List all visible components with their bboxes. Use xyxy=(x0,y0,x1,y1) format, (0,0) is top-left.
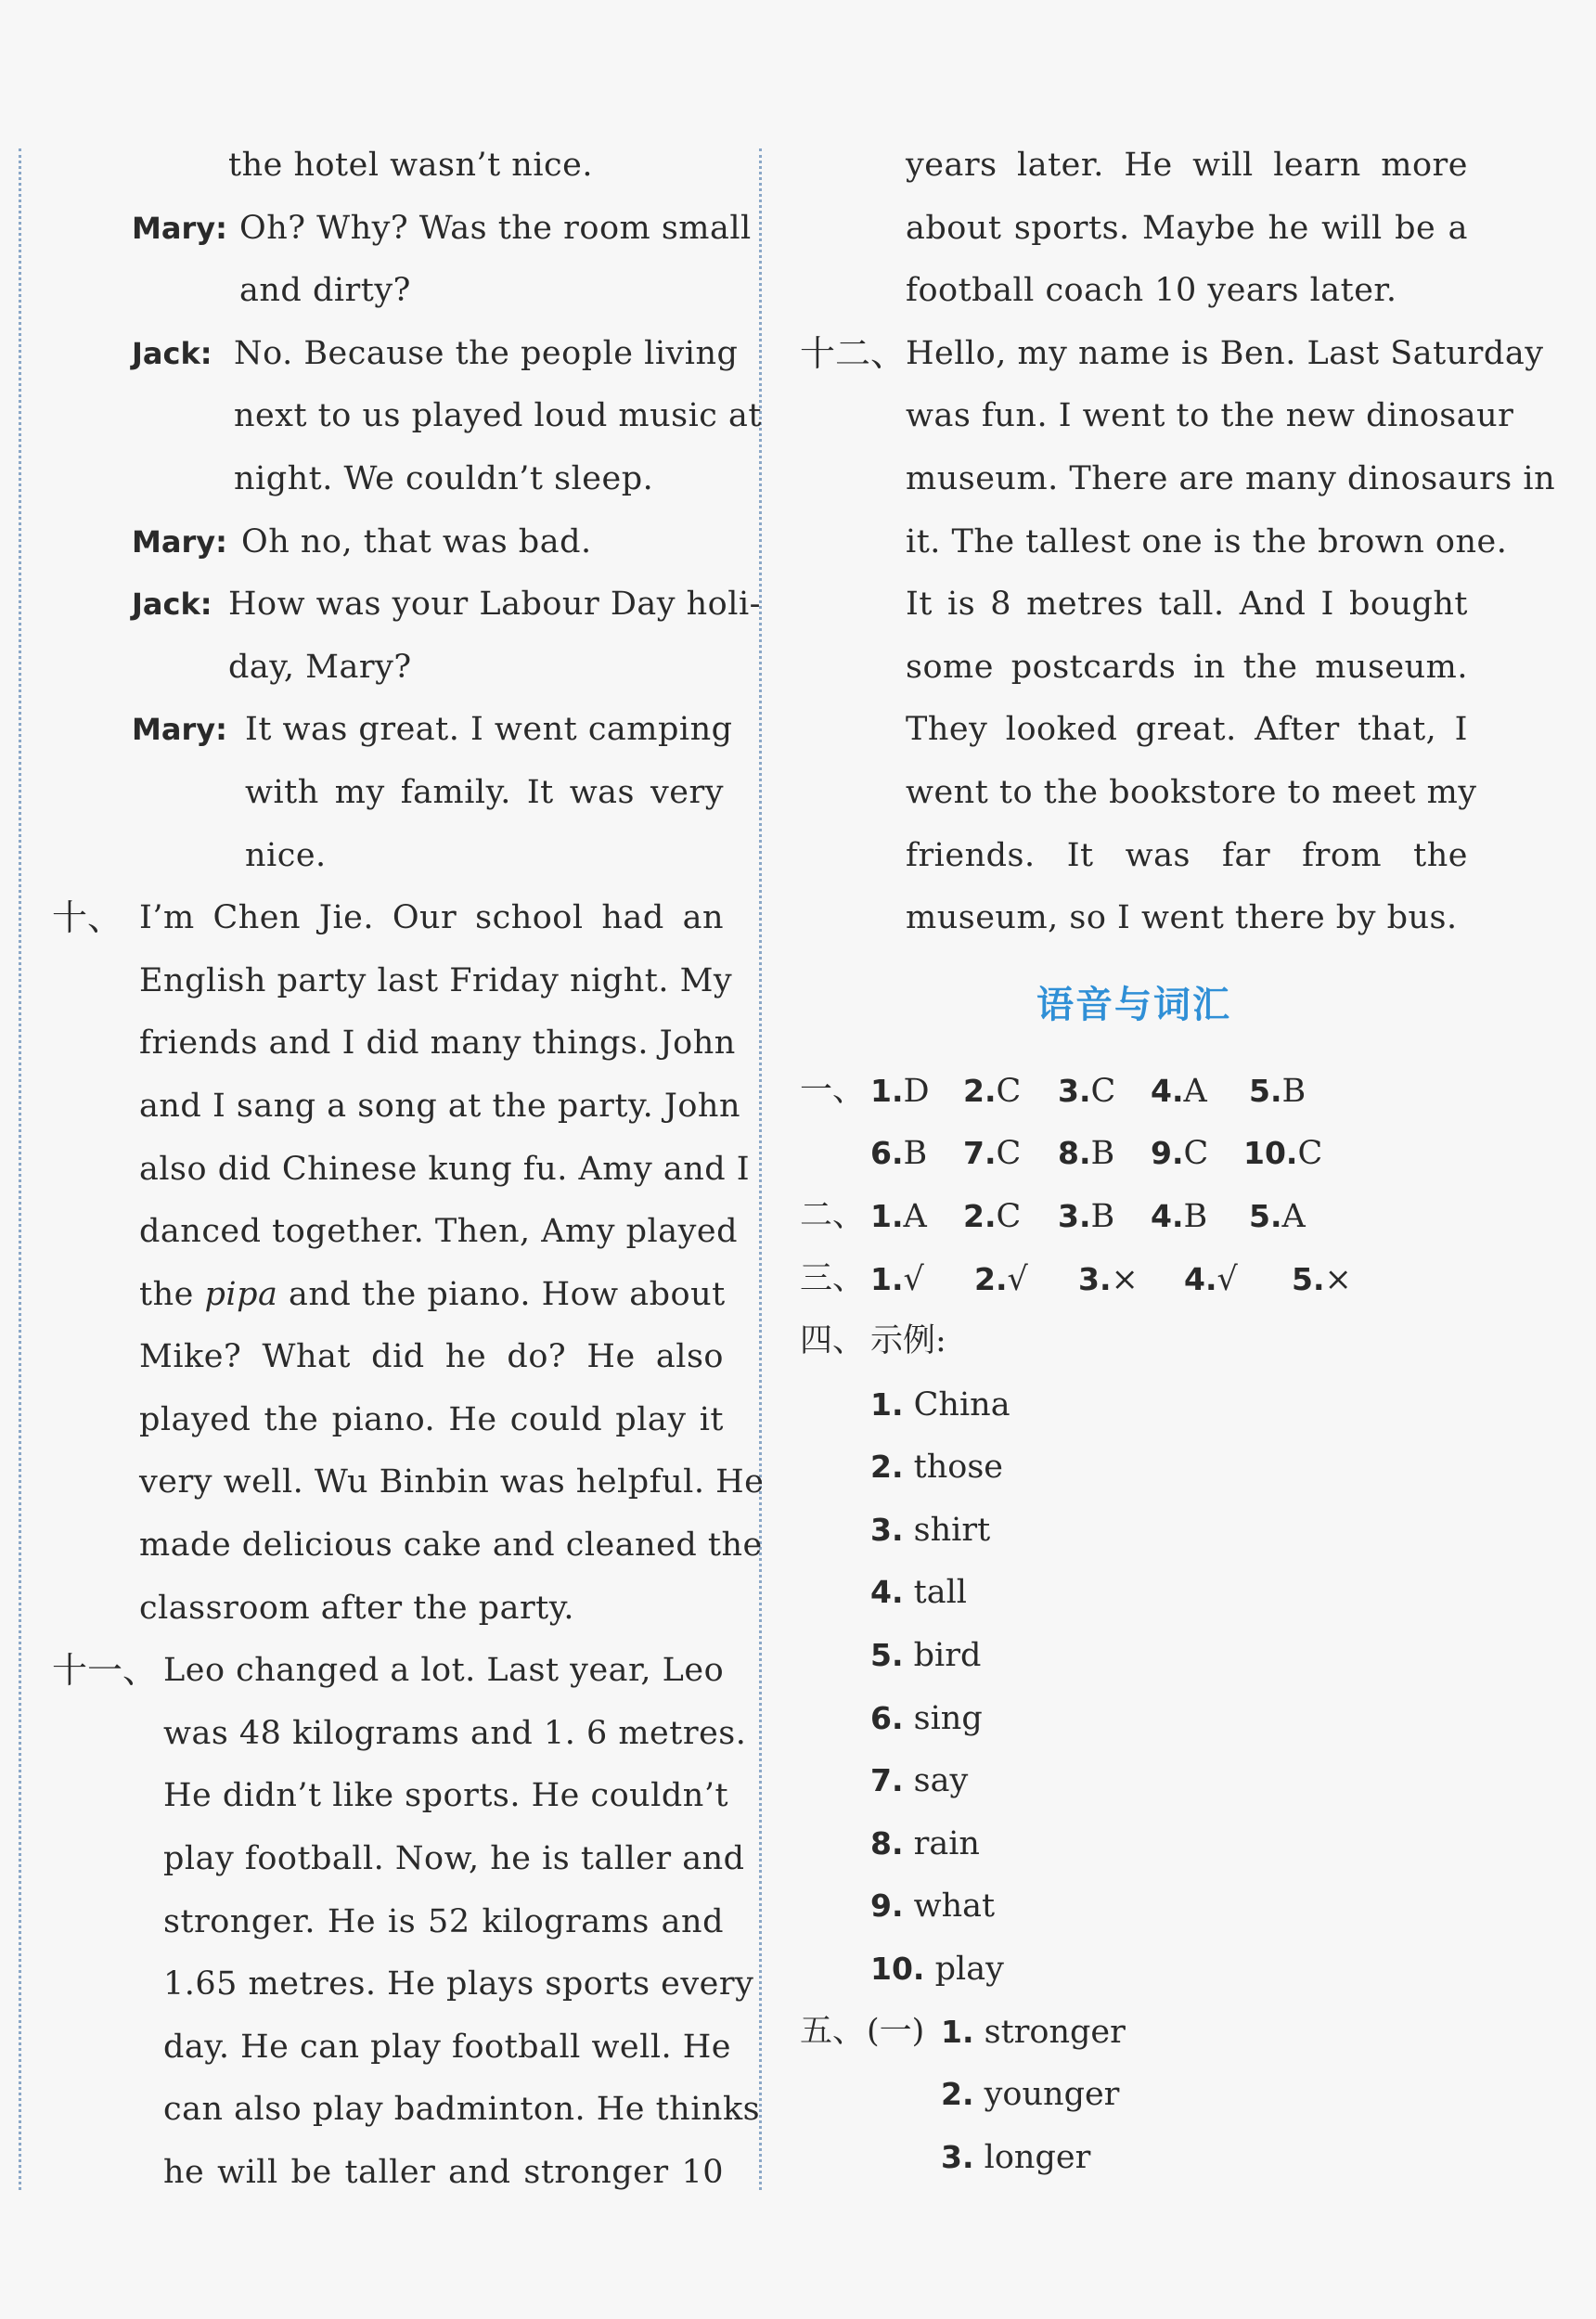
passage-line: Hello, my name is Ben. Last Saturday xyxy=(906,334,1544,372)
dialogue-line: How was your Labour Day holi- xyxy=(228,586,761,624)
answer-item xyxy=(963,1185,1021,1249)
answer-item xyxy=(870,1749,968,1813)
passage-line: made delicious cake and cleaned the xyxy=(139,1527,763,1565)
speaker: Jack: xyxy=(132,586,212,623)
item-answer: B xyxy=(1281,1072,1306,1110)
passage-line: English party last Friday night. My xyxy=(139,961,733,999)
passage-line: very well. Wu Binbin was helpful. He xyxy=(139,1463,765,1501)
answer-row xyxy=(800,1436,1468,1499)
answer-item xyxy=(1184,1248,1238,1312)
dialogue-line: It was great. I went camping xyxy=(245,711,733,749)
item-answer: A xyxy=(903,1197,927,1235)
item-number: 8. xyxy=(870,1824,904,1862)
item-number: 5. xyxy=(1292,1260,1325,1297)
answer-item xyxy=(870,1875,995,1939)
item-number: 2. xyxy=(870,1449,904,1486)
item-number: 9. xyxy=(870,1887,904,1925)
answer-item xyxy=(870,1499,990,1563)
item-answer: tall xyxy=(913,1574,967,1612)
item-number: 2. xyxy=(941,2076,974,2113)
answer-item xyxy=(1151,1185,1207,1249)
section-number: 十一、 xyxy=(52,1650,159,1692)
passage-line: was 48 kilograms and 1. 6 metres. xyxy=(163,1714,747,1752)
item-answer: bird xyxy=(913,1637,982,1675)
section-number: 五、 xyxy=(800,2012,866,2050)
item-answer: rain xyxy=(913,1824,980,1862)
item-number: 3. xyxy=(1078,1260,1112,1297)
item-number: 4. xyxy=(1151,1072,1184,1109)
answer-item xyxy=(1151,1060,1207,1124)
speaker: Jack: xyxy=(132,335,212,371)
passage-line xyxy=(139,1264,724,1327)
item-answer: C xyxy=(1297,1135,1323,1173)
item-number: 8. xyxy=(1058,1135,1091,1172)
item-number: 4. xyxy=(1151,1197,1184,1234)
answer-item xyxy=(870,1938,1004,2002)
item-answer: B xyxy=(1183,1197,1208,1235)
passage-line: museum, so I went there by bus. xyxy=(906,899,1458,937)
section-12 xyxy=(800,323,1556,950)
item-number: 1. xyxy=(870,1072,904,1109)
answer-row xyxy=(800,2001,1468,2064)
answer-item xyxy=(870,1687,983,1751)
item-answer: A xyxy=(1183,1072,1207,1110)
item-answer: C xyxy=(1090,1072,1116,1110)
section-number: 二、 xyxy=(800,1196,866,1234)
answer-item xyxy=(870,1436,1003,1500)
example-label: 示例: xyxy=(870,1322,946,1360)
answer-item xyxy=(870,1060,930,1124)
answer-item xyxy=(1249,1060,1306,1124)
item-answer: C xyxy=(996,1135,1022,1173)
item-answer: C xyxy=(996,1197,1022,1235)
passage-line: It is 8 metres tall. And I bought xyxy=(906,586,1468,624)
passage-text: and the piano. How about xyxy=(288,1275,726,1313)
answer-item xyxy=(1058,1122,1114,1186)
item-number: 3. xyxy=(1058,1072,1091,1109)
left-column xyxy=(52,135,765,2205)
answer-row xyxy=(800,1749,1468,1812)
answer-row xyxy=(800,1812,1468,1875)
italic-word-pipa: pipa xyxy=(204,1275,278,1313)
item-number: 3. xyxy=(1058,1197,1091,1234)
item-number: 1. xyxy=(870,1260,904,1297)
item-number: 1. xyxy=(870,1197,904,1234)
item-number: 2. xyxy=(963,1072,997,1109)
passage-line: also did Chinese kung fu. Amy and I xyxy=(139,1150,751,1188)
passage-line: day. He can play football well. He xyxy=(163,2028,731,2066)
item-answer: younger xyxy=(984,2076,1120,2114)
item-number: 4. xyxy=(870,1574,904,1611)
passage-line: classroom after the party. xyxy=(139,1589,574,1627)
item-number: 6. xyxy=(870,1135,904,1172)
item-number: 10. xyxy=(1243,1135,1298,1172)
passage-line: danced together. Then, Amy played xyxy=(139,1213,738,1251)
passage-line: 1.65 metres. He plays sports every xyxy=(163,1965,754,2003)
answer-row xyxy=(800,1938,1468,2001)
answer-row xyxy=(800,1624,1468,1687)
dialogue-line: and dirty? xyxy=(239,272,411,310)
passage-line: play football. Now, he is taller and xyxy=(163,1840,745,1878)
dialogue-turn xyxy=(59,699,733,887)
cross-mark: × xyxy=(1111,1260,1139,1298)
left-margin-line xyxy=(19,148,21,2190)
answer-row xyxy=(800,1499,1468,1562)
answer-item xyxy=(941,2126,1090,2190)
section-number: 四、 xyxy=(800,1322,866,1360)
answer-item xyxy=(963,1122,1021,1186)
section-number: 三、 xyxy=(800,1259,866,1297)
item-number: 9. xyxy=(1151,1135,1184,1172)
cross-mark: × xyxy=(1324,1260,1352,1298)
item-number: 3. xyxy=(870,1511,904,1548)
column-divider xyxy=(759,148,762,2190)
passage-line: They looked great. After that, I xyxy=(906,711,1468,749)
answer-item xyxy=(870,1185,927,1249)
item-answer: shirt xyxy=(913,1511,991,1549)
answer-item xyxy=(870,1248,924,1312)
item-answer: B xyxy=(903,1135,928,1173)
passage-line: was fun. I went to the new dinosaur xyxy=(906,397,1514,435)
answer-item xyxy=(870,1373,1010,1437)
item-answer: those xyxy=(913,1449,1003,1487)
item-number: 5. xyxy=(1249,1197,1282,1234)
check-mark: √ xyxy=(1216,1260,1238,1298)
passage-line: went to the bookstore to meet my xyxy=(906,773,1477,811)
passage-word: the xyxy=(139,1275,194,1313)
passage-line: stronger. He is 52 kilograms and xyxy=(163,1902,724,1940)
answer-item xyxy=(941,2001,1126,2065)
passage-line: he will be taller and stronger 10 xyxy=(163,2154,724,2191)
answer-item xyxy=(1058,1185,1114,1249)
passage-line: Mike? What did he do? He also xyxy=(139,1338,724,1376)
item-number: 10. xyxy=(870,1951,925,1988)
answer-item xyxy=(963,1060,1021,1124)
dialogue-line: the hotel wasn’t nice. xyxy=(228,147,593,184)
dialogue-line: nice. xyxy=(245,836,327,874)
speaker: Mary: xyxy=(132,712,227,748)
passage-line: friends and I did many things. John xyxy=(139,1024,736,1063)
item-number: 1. xyxy=(941,2013,974,2050)
item-answer: stronger xyxy=(984,2013,1126,2051)
item-number: 6. xyxy=(870,1699,904,1736)
section-number: 一、 xyxy=(800,1071,866,1109)
dialogue-line: next to us played loud music at xyxy=(234,397,762,435)
passage-line: He didn’t like sports. He couldn’t xyxy=(163,1777,729,1815)
dialogue-turn xyxy=(59,198,752,323)
dialogue-line: Oh? Why? Was the room small xyxy=(239,209,752,247)
passage-line: museum. There are many dinosaurs in xyxy=(906,459,1556,497)
passage-line: can also play badminton. He thinks xyxy=(163,2091,761,2129)
answer-item xyxy=(1292,1248,1352,1312)
answer-item xyxy=(1151,1122,1208,1186)
item-number: 7. xyxy=(963,1135,997,1172)
right-column xyxy=(800,135,1556,2188)
answer-item xyxy=(1078,1248,1139,1312)
item-number: 3. xyxy=(941,2138,974,2175)
item-answer: A xyxy=(1281,1197,1306,1235)
answer-row xyxy=(800,1373,1468,1436)
item-number: 7. xyxy=(870,1762,904,1799)
section-11 xyxy=(52,1640,761,2204)
answer-item xyxy=(974,1248,1028,1312)
answer-row xyxy=(800,1060,1468,1123)
answer-item xyxy=(1243,1122,1322,1186)
answer-row xyxy=(800,2126,1468,2189)
answer-item xyxy=(941,2063,1119,2127)
item-answer: what xyxy=(913,1887,996,1926)
passage-line: and I sang a song at the party. John xyxy=(139,1087,741,1125)
answer-item xyxy=(870,1561,967,1625)
item-answer: sing xyxy=(913,1699,983,1737)
passage-line: friends. It was far from the xyxy=(906,836,1468,874)
answer-row xyxy=(800,1561,1468,1624)
dialogue-line: Oh no, that was bad. xyxy=(241,522,592,560)
item-number: 1. xyxy=(870,1385,904,1423)
answer-item xyxy=(870,1624,981,1688)
answer-row xyxy=(800,1248,1468,1311)
passage-line: Leo changed a lot. Last year, Leo xyxy=(163,1652,725,1690)
section-number: 十二、 xyxy=(800,332,907,374)
answer-row xyxy=(800,1310,1468,1373)
answer-row xyxy=(800,2063,1468,2126)
passage-line: played the piano. He could play it xyxy=(139,1400,724,1438)
item-answer: China xyxy=(913,1385,1010,1424)
item-answer: play xyxy=(934,1951,1004,1989)
item-number: 2. xyxy=(974,1260,1008,1297)
item-answer: B xyxy=(1090,1135,1115,1173)
check-mark: √ xyxy=(1007,1260,1028,1298)
dialogue-line: night. We couldn’t sleep. xyxy=(234,459,654,497)
dialogue-line: day, Mary? xyxy=(228,648,412,686)
passage-line: about sports. Maybe he will be a xyxy=(906,209,1468,247)
answer-item xyxy=(1249,1185,1306,1249)
passage-line: it. The tallest one is the brown one. xyxy=(906,522,1508,560)
item-number: 4. xyxy=(1184,1260,1217,1297)
item-answer: longer xyxy=(984,2138,1091,2176)
section-number: 十、 xyxy=(52,897,123,939)
answer-item xyxy=(870,1812,980,1876)
sub-section-label: (一) xyxy=(867,2012,925,2050)
answer-row xyxy=(800,1687,1468,1750)
item-answer: say xyxy=(913,1762,969,1800)
item-answer: B xyxy=(1090,1197,1115,1235)
item-number: 5. xyxy=(870,1637,904,1674)
section-10 xyxy=(52,887,765,1640)
answer-row xyxy=(800,1185,1468,1248)
passage-line: years later. He will learn more xyxy=(906,147,1468,184)
dialogue-turn xyxy=(59,323,762,511)
item-answer: D xyxy=(903,1072,930,1110)
passage-line: I’m Chen Jie. Our school had an xyxy=(139,899,724,937)
section-heading: 语音与词汇 xyxy=(1036,983,1231,1026)
dialogue-line: No. Because the people living xyxy=(234,334,739,372)
dialogue-turn xyxy=(59,573,761,699)
check-mark: √ xyxy=(903,1260,924,1298)
speaker: Mary: xyxy=(132,210,227,246)
item-answer: C xyxy=(996,1072,1022,1110)
answer-row xyxy=(800,1122,1468,1185)
item-answer: C xyxy=(1183,1135,1209,1173)
passage-line: football coach 10 years later. xyxy=(906,272,1397,310)
passage-line: some postcards in the museum. xyxy=(906,648,1468,686)
dialogue-turn xyxy=(59,511,724,574)
item-number: 2. xyxy=(963,1197,997,1234)
speaker: Mary: xyxy=(132,523,227,560)
answer-row xyxy=(800,1875,1468,1938)
answer-item xyxy=(870,1122,927,1186)
dialogue-line: with my family. It was very xyxy=(245,773,724,811)
answer-item xyxy=(1058,1060,1115,1124)
item-number: 5. xyxy=(1249,1072,1282,1109)
